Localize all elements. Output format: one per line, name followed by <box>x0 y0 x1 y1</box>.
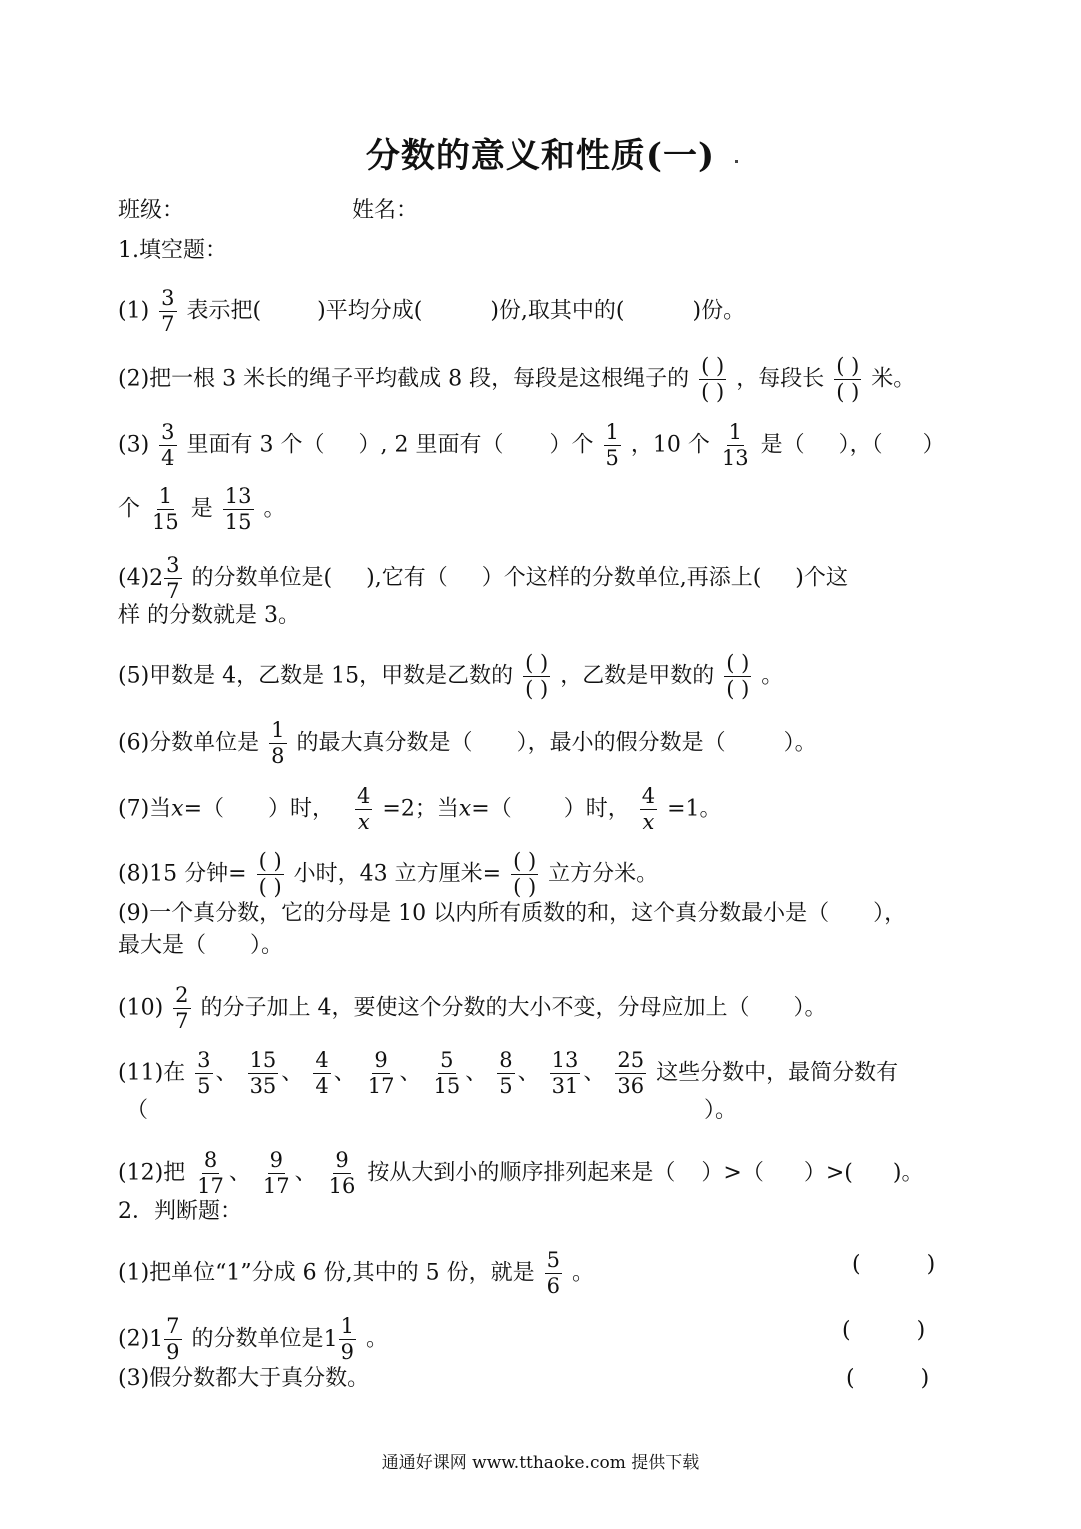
blank-fraction: $\frac{( )}{( )}$ <box>701 354 725 404</box>
judge-3: (3)假分数都大于真分数。 <box>118 1366 370 1391</box>
name-label: 姓名： <box>352 198 419 223</box>
fraction: $\frac{15}{35}$ <box>249 1048 277 1098</box>
fraction: $\frac{5}{15}$ <box>433 1048 461 1098</box>
fraction: $\frac{2}{7}$ <box>175 983 189 1033</box>
fraction: $\frac{3}{7}$ <box>161 286 175 336</box>
question-11: (11)在 $\frac{3}{5}$ 、 $\frac{15}{35}$ 、 $\frac{4}{4}$ 、 $\frac{9}{17}$ 、 $\frac{5}{15}$ 、 $\frac{8}{5}$ 、 $\frac{13}{31}$ 、 $\frac{25}{36}$ 这些分数中，最简分数有 <box>118 1048 899 1098</box>
question-10: (10) $\frac{2}{7}$ 的分子加上 4，要使这个分数的大小不变，分母应加上（ ）。 <box>118 983 827 1033</box>
blank-fraction: $\frac{( )}{( )}$ <box>513 849 537 899</box>
judge-3-answer-box[interactable]: ( ) <box>846 1366 930 1391</box>
section-fill-blank: 1.填空题： <box>118 238 227 263</box>
blank-fraction: $\frac{( )}{( )}$ <box>258 849 282 899</box>
page-title: 分数的意义和性质(一) <box>365 136 716 176</box>
question-9-cont: 最大是（ ）。 <box>118 933 284 958</box>
blank-fraction: $\frac{( )}{( )}$ <box>525 651 549 701</box>
question-8: (8)15 分钟= $\frac{( )}{( )}$ 小时，43 立方厘米= $\frac{( )}{( )}$ 立方分米。 <box>118 849 659 899</box>
question-2: (2)把一根 3 米长的绳子平均截成 8 段，每段是这根绳子的 $\frac{( )}{( )}$ ，每段长 $\frac{( )}{( )}$ 米。 <box>118 354 916 404</box>
fraction: $\frac{13}{15}$ <box>224 484 252 534</box>
fraction: $\frac{1}{15}$ <box>152 484 179 534</box>
question-4-cont: 样 的分数就是 3。 <box>118 603 300 628</box>
fraction: $\frac{3}{4}$ <box>161 420 175 470</box>
question-6: (6)分数单位是 $\frac{1}{8}$ 的最大真分数是（ ），最小的假分数是（ ）。 <box>118 718 817 768</box>
question-3: (3) $\frac{3}{4}$ 里面有 3 个（ ）, 2 里面有（ ）个 $\frac{1}{5}$ ，10 个 $\frac{1}{13}$ 是（ ），（ ） <box>118 420 945 470</box>
footer-credit: 通通好课网 www.tthaoke.com 提供下载 <box>381 1453 700 1473</box>
fraction: $\frac{1}{5}$ <box>605 420 619 470</box>
class-label: 班级： <box>118 198 185 223</box>
question-12: (12)把 $\frac{8}{17}$ 、 $\frac{9}{17}$ 、 $\frac{9}{16}$ 按从大到小的顺序排列起来是（ ）>（ ）>( )。 <box>118 1148 924 1198</box>
mixed-number: 1 $\frac{7}{9}$ <box>149 1314 180 1364</box>
fraction: $\frac{3}{5}$ <box>197 1048 211 1098</box>
question-3-cont: 个 $\frac{1}{15}$ 是 $\frac{13}{15}$ 。 <box>118 484 286 534</box>
judge-2-answer-box[interactable]: ( ) <box>842 1318 926 1343</box>
fraction: $\frac{8}{5}$ <box>499 1048 513 1098</box>
question-1: (1) $\frac{3}{7}$ 表示把( )平均分成( )份,取其中的( )份。 <box>118 286 746 336</box>
section-true-false: 2．判断题： <box>118 1199 242 1224</box>
question-11-cont: （ ）。 <box>126 1098 738 1123</box>
fraction: $\frac{4}{x}$ <box>357 784 371 834</box>
fraction: $\frac{9}{17}$ <box>262 1148 290 1198</box>
fraction: $\frac{4}{x}$ <box>641 784 656 834</box>
fraction: $\frac{9}{17}$ <box>367 1048 395 1098</box>
mixed-number: 1 $\frac{1}{9}$ <box>323 1314 354 1364</box>
judge-1: (1)把单位“1”分成 6 份,其中的 5 份，就是 $\frac{5}{6}$ 。 <box>118 1248 595 1298</box>
fraction: $\frac{4}{4}$ <box>315 1048 329 1098</box>
stray-mark <box>735 160 738 163</box>
blank-fraction: $\frac{( )}{( )}$ <box>836 354 860 404</box>
mixed-number: 2 $\frac{3}{7}$ <box>149 553 180 603</box>
blank-fraction: $\frac{( )}{( )}$ <box>726 651 750 701</box>
question-5: (5)甲数是 4，乙数是 15，甲数是乙数的 $\frac{( )}{( )}$ ，乙数是甲数的 $\frac{( )}{( )}$ 。 <box>118 651 784 701</box>
header-row <box>118 196 418 226</box>
judge-1-answer-box[interactable]: ( ) <box>852 1252 936 1277</box>
question-7: (7)当x=（ ）时， $\frac{4}{x}$ =2；当x=（ ）时， $\frac{4}{x}$ =1。 <box>118 784 722 834</box>
fraction: $\frac{1}{13}$ <box>721 420 749 470</box>
fraction: $\frac{9}{16}$ <box>328 1148 356 1198</box>
judge-2: (2) 1 $\frac{7}{9}$ 的分数单位是 1 $\frac{1}{9}$ 。 <box>118 1314 388 1364</box>
fraction: $\frac{25}{36}$ <box>617 1048 645 1098</box>
question-4: (4) 2 $\frac{3}{7}$ 的分数单位是( ),它有（ ）个这样的分数单位,再添上( )个这 <box>118 553 848 603</box>
fraction: $\frac{1}{8}$ <box>271 718 285 768</box>
fraction: $\frac{13}{31}$ <box>551 1048 579 1098</box>
question-9: (9)一个真分数，它的分母是 10 以内所有质数的和，这个真分数最小是（ ）， <box>118 901 907 926</box>
fraction: $\frac{8}{17}$ <box>197 1148 224 1198</box>
fraction: $\frac{5}{6}$ <box>546 1248 560 1298</box>
